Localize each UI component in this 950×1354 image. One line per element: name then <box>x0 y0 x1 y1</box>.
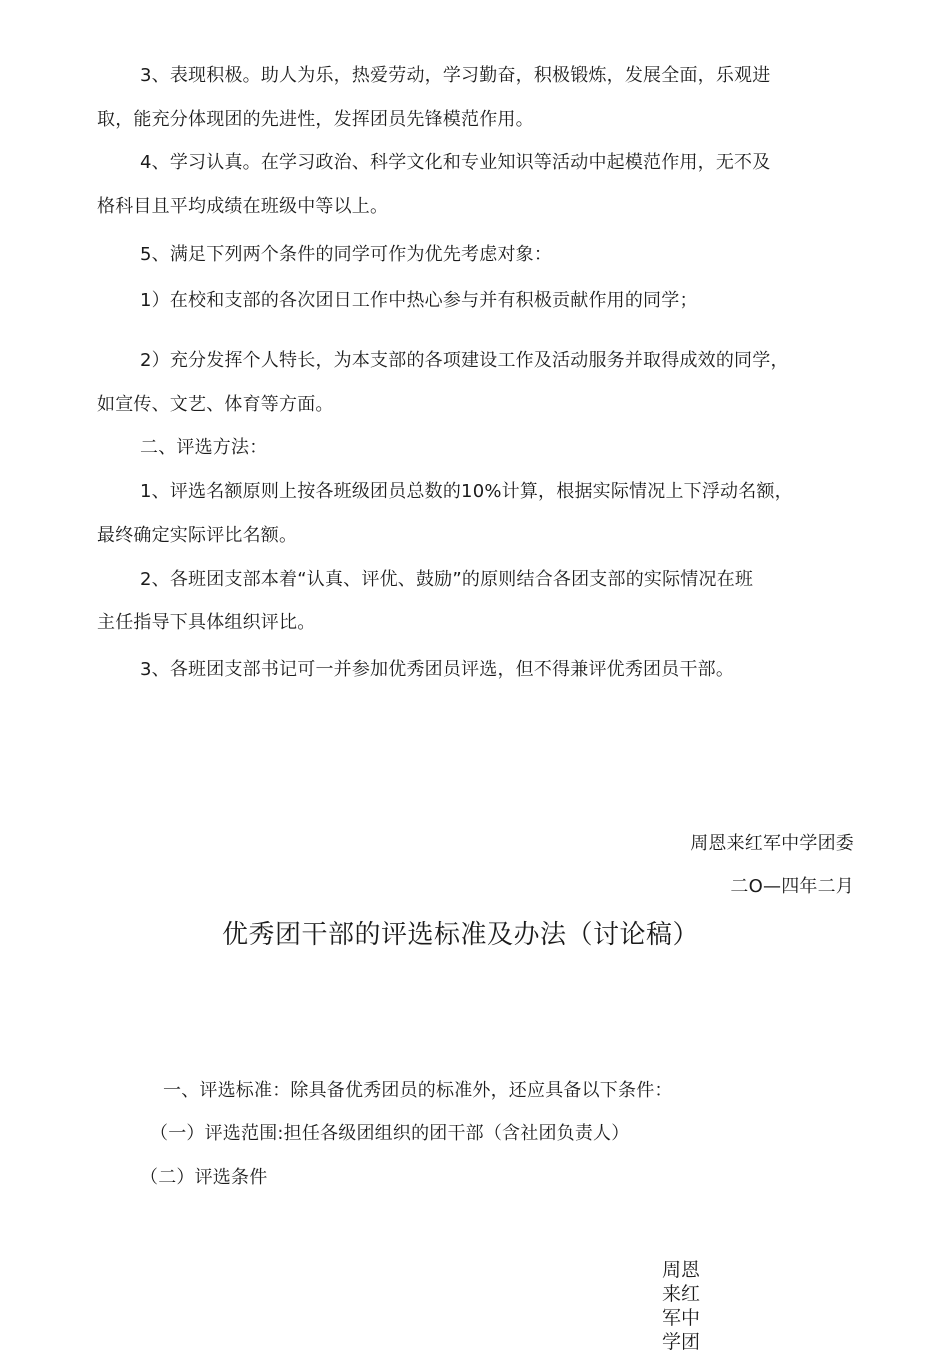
method-heading: 二、评选方法： <box>140 437 268 458</box>
sub-item-1: 1）在校和支部的各次团日工作中热心参与并有积极贡献作用的同学； <box>140 290 698 311</box>
item-4-line-2: 格科目且平均成绩在班级中等以上。 <box>97 196 389 217</box>
method-1-line-1: 1、评选名额原则上按各班级团员总数的10%计算，根据实际情况上下浮动名额， <box>140 481 793 502</box>
scope-line: （一）评选范围:担任各级团组织的团干部（含社团负责人） <box>150 1123 630 1144</box>
method-2-line-1: 2、各班团支部本着“认真、评优、鼓励”的原则结合各团支部的实际情况在班 <box>140 569 754 590</box>
item-5: 5、满足下列两个条件的同学可作为优先考虑对象： <box>140 244 553 265</box>
item-3-line-1: 3、表现积极。助人为乐，热爱劳动，学习勤奋，积极锻炼，发展全面，乐观进 <box>140 65 771 86</box>
sub-item-2-line-1: 2）充分发挥个人特长，为本支部的各项建设工作及活动服务并取得成效的同学， <box>140 350 789 371</box>
method-3: 3、各班团支部书记可一并参加优秀团员评选，但不得兼评优秀团员干部。 <box>140 659 735 680</box>
sub-item-2-line-2: 如宣传、文艺、体育等方面。 <box>97 394 334 415</box>
standard-heading: 一、评选标准：除具备优秀团员的标准外，还应具备以下条件： <box>163 1080 673 1101</box>
signature-date: 二O—四年二月 <box>730 876 854 897</box>
method-2-line-2: 主任指导下具体组织评比。 <box>97 612 316 633</box>
item-3-line-2: 取，能充分体现团的先进性，发挥团员先锋模范作用。 <box>97 109 534 130</box>
signature-org-vertical: 周恩来红军中学团 <box>662 1259 701 1353</box>
item-4-line-1: 4、学习认真。在学习政治、科学文化和专业知识等活动中起模范作用，无不及 <box>140 152 771 173</box>
signature-org: 周恩来红军中学团委 <box>690 833 854 854</box>
section-title: 优秀团干部的评选标准及办法（讨论稿） <box>222 920 700 950</box>
conditions-heading: （二）评选条件 <box>140 1167 268 1188</box>
method-1-line-2: 最终确定实际评比名额。 <box>97 525 298 546</box>
